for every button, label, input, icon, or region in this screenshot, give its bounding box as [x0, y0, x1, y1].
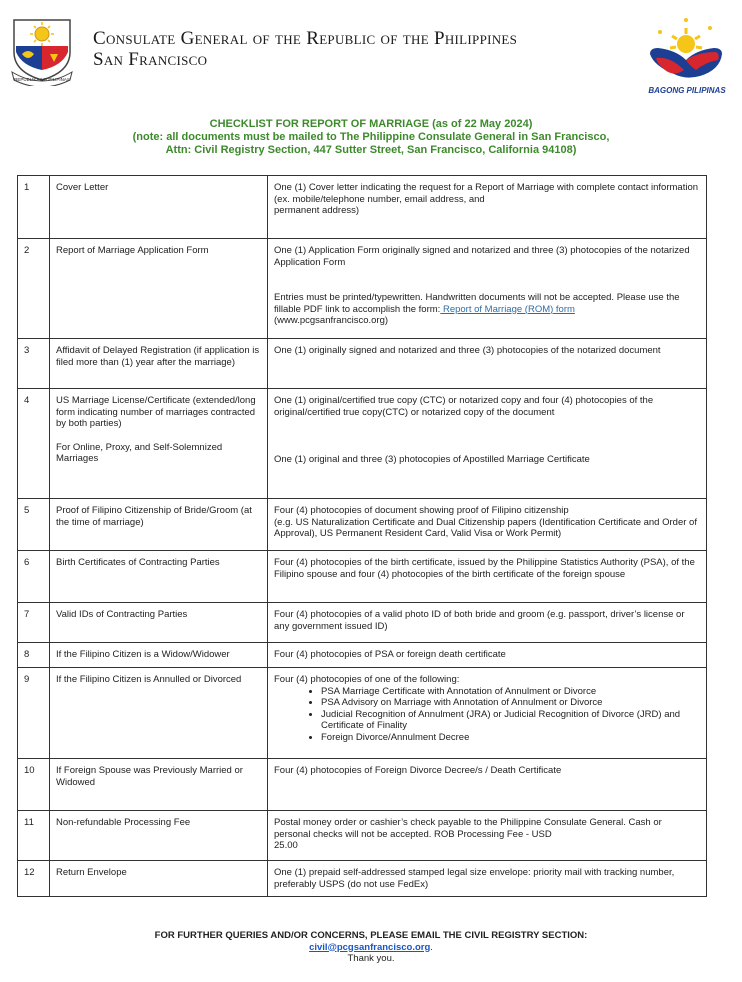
row-number: 6 [18, 551, 50, 603]
row-item: If the Filipino Citizen is Annulled or Divorced [50, 668, 268, 759]
consulate-line-2: San Francisco [93, 49, 208, 70]
row-number: 7 [18, 603, 50, 643]
row-item: If the Filipino Citizen is a Widow/Widower [50, 643, 268, 668]
letterhead [0, 0, 742, 110]
table-row [18, 499, 707, 551]
row-item: Return Envelope [50, 861, 268, 897]
row-item: Report of Marriage Application Form [50, 239, 268, 339]
checklist-title [0, 118, 742, 157]
table-row [18, 668, 707, 759]
row-number: 12 [18, 861, 50, 897]
row-item [50, 389, 268, 499]
row-number: 9 [18, 668, 50, 759]
email-link[interactable]: civil@pcgsanfrancisco.org [309, 941, 431, 953]
title-line-2: (note: all documents must be mailed to The Philippine Consulate General in San Francisco, [132, 131, 610, 143]
requirement-text: Postal money order or cashier’s check payable to the Philippine Consulate General. Cash or personal checks will not be accepted. ROB Processing Fee - USD [274, 817, 662, 840]
title-line-3: Attn: Civil Registry Section, 447 Sutter Street, San Francisco, California 94108) [165, 144, 577, 156]
consulate-name [93, 28, 517, 70]
row-requirement [268, 499, 707, 551]
row-requirement: One (1) originally signed and notarized and three (3) photocopies of the notarized document [268, 339, 707, 389]
consulate-line-1: Consulate General of the Republic of the Philippines [93, 28, 518, 49]
row-requirement: One (1) prepaid self-addressed stamped legal size envelope: priority mail with tracking number, preferably USPS (do not use FedEx) [268, 861, 707, 897]
requirement-text: One (1) Application Form originally signed and notarized and three (3) photocopies of the notarized Application Form [274, 245, 690, 268]
requirements-table [17, 175, 707, 897]
row-requirement: Four (4) photocopies of the birth certificate, issued by the Philippine Statistics Authority (PSA), of the Filipino spouse and four (4) photocopies of the birth certificate of the foreign spouse [268, 551, 707, 603]
svg-text:REPUBLIKA NG PILIPINAS: REPUBLIKA NG PILIPINAS [14, 77, 70, 82]
row-requirement [268, 389, 707, 499]
requirement-text [274, 292, 700, 315]
row-number: 2 [18, 239, 50, 339]
table-row [18, 643, 707, 668]
item-text: US Marriage License/Certificate (extended/long form indicating number of marriages contracted by both parties) [56, 395, 256, 429]
list-item: • PSA Advisory on Marriage with Annotation of Annulment or Divorce [321, 697, 700, 709]
row-item: Proof of Filipino Citizenship of Bride/Groom (at the time of marriage) [50, 499, 268, 551]
row-item: Cover Letter [50, 176, 268, 239]
list-item: • Foreign Divorce/Annulment Decree [321, 732, 700, 744]
requirement-note: Entries must be printed/typewritten. Handwritten documents will not be accepted. Please use the fillable PDF link to accomplish the form: [274, 292, 680, 315]
requirement-text: Four (4) photocopies of document showing proof of Filipino citizenship [274, 505, 569, 516]
rom-form-link[interactable]: Report of Marriage (ROM) form [440, 303, 575, 315]
footer [0, 930, 742, 965]
row-item: Birth Certificates of Contracting Parties [50, 551, 268, 603]
requirement-text: One (1) original/certified true copy (CTC) or notarized copy and four (4) photocopies of the original/certified true copy(CTC) or notarized copy of the document [274, 395, 654, 418]
requirement-text: One (1) original and three (3) photocopies of Apostilled Marriage Certificate [274, 454, 590, 465]
table-row [18, 551, 707, 603]
requirement-text: permanent address) [274, 205, 360, 216]
footer-email-line [0, 942, 742, 954]
row-number: 4 [18, 389, 50, 499]
requirement-text: (www.pcgsanfrancisco.org) [274, 315, 389, 326]
philippine-seal-icon [8, 14, 76, 86]
row-number: 10 [18, 759, 50, 811]
row-item: Affidavit of Delayed Registration (if application is filed more than (1) year after the marriage) [50, 339, 268, 389]
table-row [18, 603, 707, 643]
table-row [18, 861, 707, 897]
row-number: 3 [18, 339, 50, 389]
list-item: • PSA Marriage Certificate with Annotation of Annulment or Divorce [321, 686, 700, 698]
row-requirement: Four (4) photocopies of Foreign Divorce Decree/s / Death Certificate [268, 759, 707, 811]
footer-thanks: Thank you. [347, 953, 395, 964]
table-row [18, 239, 707, 339]
row-item: Valid IDs of Contracting Parties [50, 603, 268, 643]
row-requirement [268, 811, 707, 861]
row-number: 5 [18, 499, 50, 551]
title-line-1: CHECKLIST FOR REPORT OF MARRIAGE (as of 22 May 2024) [209, 118, 533, 130]
requirement-text: (e.g. US Naturalization Certificate and Dual Citizenship papers (Identification Certificate and Order of Approval), US Permanent Resident Card, Valid Visa or Work Permit) [274, 516, 697, 539]
row-requirement [268, 176, 707, 239]
row-requirement [268, 239, 707, 339]
row-item: Non-refundable Processing Fee [50, 811, 268, 861]
requirement-text: One (1) Cover letter indicating the request for a Report of Marriage with complete contact information (ex. mobile/telephone number, email address, and [274, 182, 699, 205]
email-suffix: . [430, 941, 433, 953]
table-row [18, 389, 707, 499]
footer-notice: FOR FURTHER QUERIES AND/OR CONCERNS, PLEASE EMAIL THE CIVIL REGISTRY SECTION: [154, 930, 588, 941]
row-requirement: Four (4) photocopies of a valid photo ID of both bride and groom (e.g. passport, driver’s license or any government issued ID) [268, 603, 707, 643]
bagong-pilipinas-label: BAGONG PILIPINAS [648, 86, 726, 95]
row-requirement: Four (4) photocopies of PSA or foreign death certificate [268, 643, 707, 668]
row-number: 1 [18, 176, 50, 239]
requirement-text: Four (4) photocopies of one of the following: [274, 674, 460, 685]
table-row [18, 176, 707, 239]
table-row [18, 811, 707, 861]
requirement-text: 25.00 [274, 840, 298, 851]
row-number: 11 [18, 811, 50, 861]
row-item: If Foreign Spouse was Previously Married or Widowed [50, 759, 268, 811]
requirement-bullets [274, 686, 700, 744]
row-requirement [268, 668, 707, 759]
table-row [18, 759, 707, 811]
row-number: 8 [18, 643, 50, 668]
list-item: • Judicial Recognition of Annulment (JRA) or Judicial Recognition of Divorce (JRD) and Certificate of Finality [321, 709, 700, 732]
item-text: For Online, Proxy, and Self-Solemnized Marriages [56, 441, 223, 464]
table-row [18, 339, 707, 389]
